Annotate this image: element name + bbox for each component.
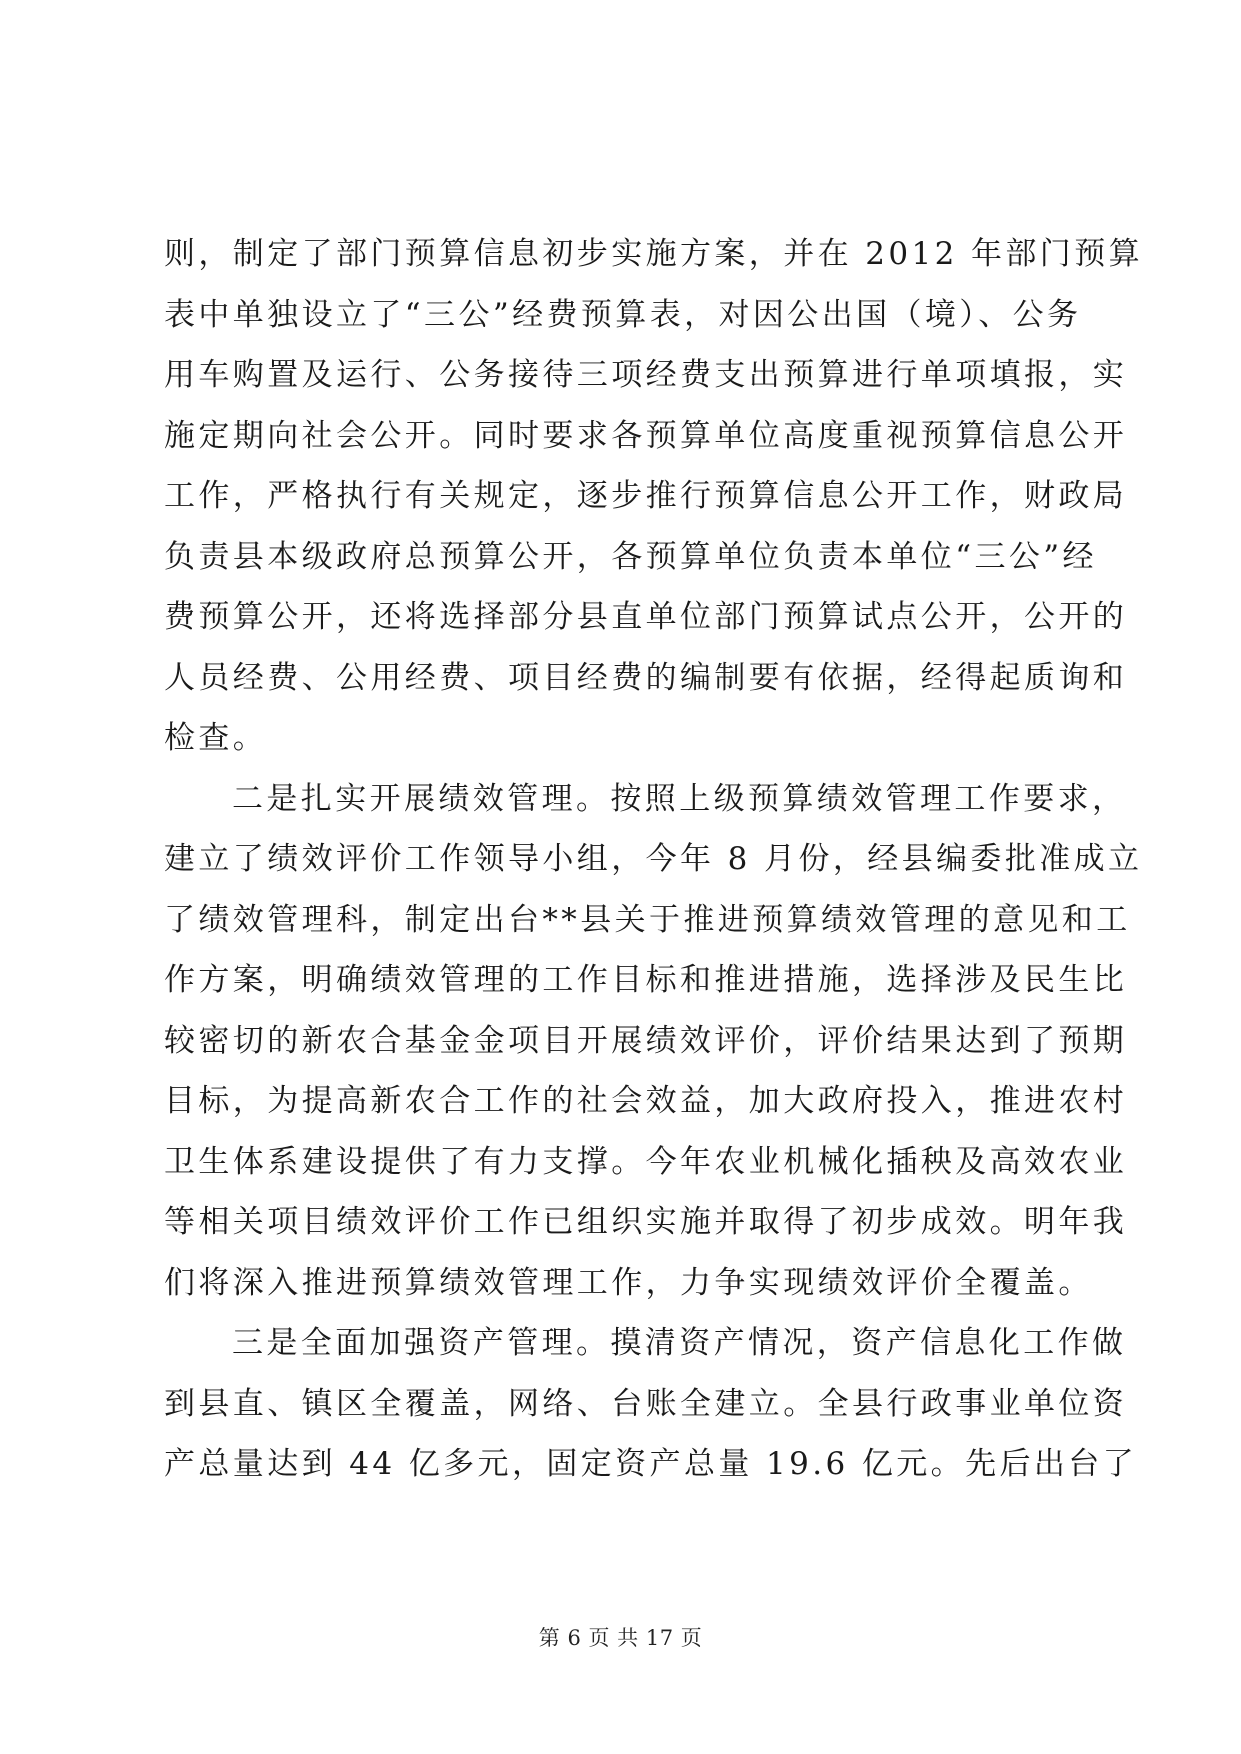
text-line: 到县直、镇区全覆盖，网络、台账全建立。全县行政事业单位资 bbox=[164, 1385, 1128, 1422]
text-line: 检查。 bbox=[164, 720, 268, 756]
text-line: 等相关项目绩效评价工作已组织实施并取得了初步成效。明年我 bbox=[164, 1204, 1128, 1240]
text-line: 产总量达到 44 亿多元，固定资产总量 19.6 亿元。先后出台了 bbox=[164, 1446, 1138, 1482]
text-line: 施定期向社会公开。同时要求各预算单位高度重视预算信息公开 bbox=[164, 417, 1128, 454]
text-line: 二是扎实开展绩效管理。按照上级预算绩效管理工作要求， bbox=[232, 780, 1127, 817]
text-line: 工作，严格执行有关规定，逐步推行预算信息公开工作，财政局 bbox=[164, 478, 1128, 514]
paragraph-performance-management bbox=[164, 769, 1143, 1314]
text-line: 卫生体系建设提供了有力支撑。今年农业机械化插秧及高效农业 bbox=[164, 1143, 1128, 1180]
paragraph-budget-disclosure bbox=[164, 224, 1143, 769]
text-line: 建立了绩效评价工作领导小组，今年 8 月份，经县编委批准成立 bbox=[164, 841, 1143, 877]
text-line: 费预算公开，还将选择部分县直单位部门预算试点公开，公开的 bbox=[164, 599, 1128, 635]
paragraph-asset-management bbox=[164, 1313, 1138, 1495]
text-line: 们将深入推进预算绩效管理工作，力争实现绩效评价全覆盖。 bbox=[164, 1264, 1093, 1301]
text-line: 则，制定了部门预算信息初步实施方案，并在 2012 年部门预算 bbox=[164, 236, 1143, 272]
text-line: 用车购置及运行、公务接待三项经费支出预算进行单项填报，实 bbox=[164, 357, 1128, 393]
text-line: 三是全面加强资产管理。摸清资产情况，资产信息化工作做 bbox=[232, 1325, 1127, 1361]
text-line: 负责县本级政府总预算公开，各预算单位负责本单位“三公”经 bbox=[164, 538, 1097, 575]
text-line: 表中单独设立了“三公”经费预算表，对因公出国（境）、公务 bbox=[164, 296, 1082, 333]
text-line: 了绩效管理科，制定出台**县关于推进预算绩效管理的意见和工 bbox=[164, 901, 1131, 938]
page-number-footer: 第 6 页 共 17 页 bbox=[538, 1626, 703, 1650]
text-line: 较密切的新农合基金金项目开展绩效评价，评价结果达到了预期 bbox=[164, 1022, 1128, 1059]
text-line: 目标，为提高新农合工作的社会效益，加大政府投入，推进农村 bbox=[164, 1083, 1128, 1119]
document-body bbox=[164, 224, 1143, 1495]
text-line: 作方案，明确绩效管理的工作目标和推进措施，选择涉及民生比 bbox=[164, 962, 1128, 998]
text-line: 人员经费、公用经费、项目经费的编制要有依据，经得起质询和 bbox=[164, 659, 1128, 696]
